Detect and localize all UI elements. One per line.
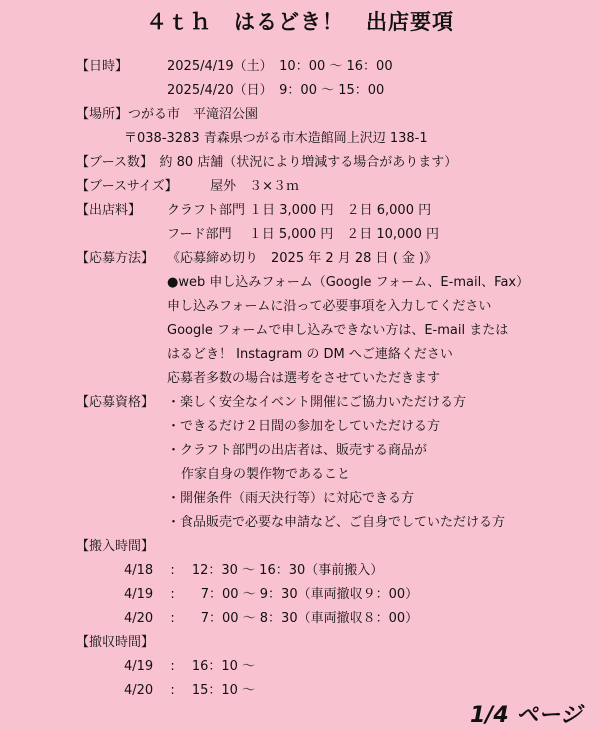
setup-4-19: 4/19 : 7：00 ～ 9：30（車両撤収９：00）	[124, 587, 419, 602]
page-number: 1/4 ページ	[470, 703, 582, 728]
label-apply: 【応募方法】	[76, 251, 155, 266]
qualification-5: ・食品販売で必要な申請など、ご自身でしていただける方	[167, 515, 506, 530]
page-title: ４ｔｈ はるどき！ 出店要項	[146, 10, 454, 34]
qualification-1: ・楽しく安全なイベント開催にご協力いただける方	[167, 395, 467, 410]
setup-4-20: 4/20 : 7：00 ～ 8：30（車両撤収８：00）	[124, 611, 419, 626]
qualification-2: ・できるだけ２日間の参加をしていただける方	[167, 419, 441, 434]
date-day2: 2025/4/20（日） 9：00 ～ 15：00	[167, 83, 385, 98]
label-date: 【日時】	[76, 59, 129, 74]
fee-food: フード部門 １日 5,000 円 ２日 10,000 円	[167, 227, 439, 242]
apply-instruction: 申し込みフォームに沿って必要事項を入力してください	[167, 299, 492, 314]
label-fee: 【出店料】	[76, 203, 142, 218]
booth-count: 【ブース数】 約 80 店舗（状況により増減する場合があります）	[76, 155, 458, 170]
label-teardown-time: 【撤収時間】	[76, 635, 155, 650]
address: 〒038-3283 青森県つがる市木造館岡上沢辺 138-1	[124, 131, 428, 146]
booth-size: 【ブースサイズ】 屋外 ３×３ｍ	[76, 179, 300, 194]
apply-deadline: 《応募締め切り 2025 年 2 月 28 日 ( 金 )》	[167, 251, 438, 266]
fee-craft: クラフト部門 １日 3,000 円 ２日 6,000 円	[167, 203, 432, 218]
label-setup-time: 【搬入時間】	[76, 539, 155, 554]
setup-4-18: 4/18 : 12：30 ～ 16：30（事前搬入）	[124, 563, 384, 578]
label-qualification: 【応募資格】	[76, 395, 155, 410]
qualification-3-cont: 作家自身の製作物であること	[181, 467, 351, 482]
teardown-4-19: 4/19 : 16：10 ～	[124, 659, 256, 674]
label-place: 【場所】つがる市 平滝沼公園	[76, 107, 259, 122]
apply-selection: 応募者多数の場合は選考をさせていただきます	[167, 371, 441, 386]
date-day1: 2025/4/19（土） 10：00 ～ 16：00	[167, 59, 393, 74]
apply-instagram: はるどき！ Instagram の DM へご連絡ください	[167, 347, 453, 362]
qualification-3: ・クラフト部門の出店者は、販売する商品が	[167, 443, 428, 458]
apply-alternative: Google フォームで申し込みできない方は、E-mail または	[167, 323, 509, 338]
qualification-4: ・開催条件（雨天決行等）に対応できる方	[167, 491, 415, 506]
teardown-4-20: 4/20 : 15：10 ～	[124, 683, 256, 698]
apply-web-form: ●web 申し込みフォーム（Google フォーム、E-mail、Fax）	[167, 275, 530, 290]
